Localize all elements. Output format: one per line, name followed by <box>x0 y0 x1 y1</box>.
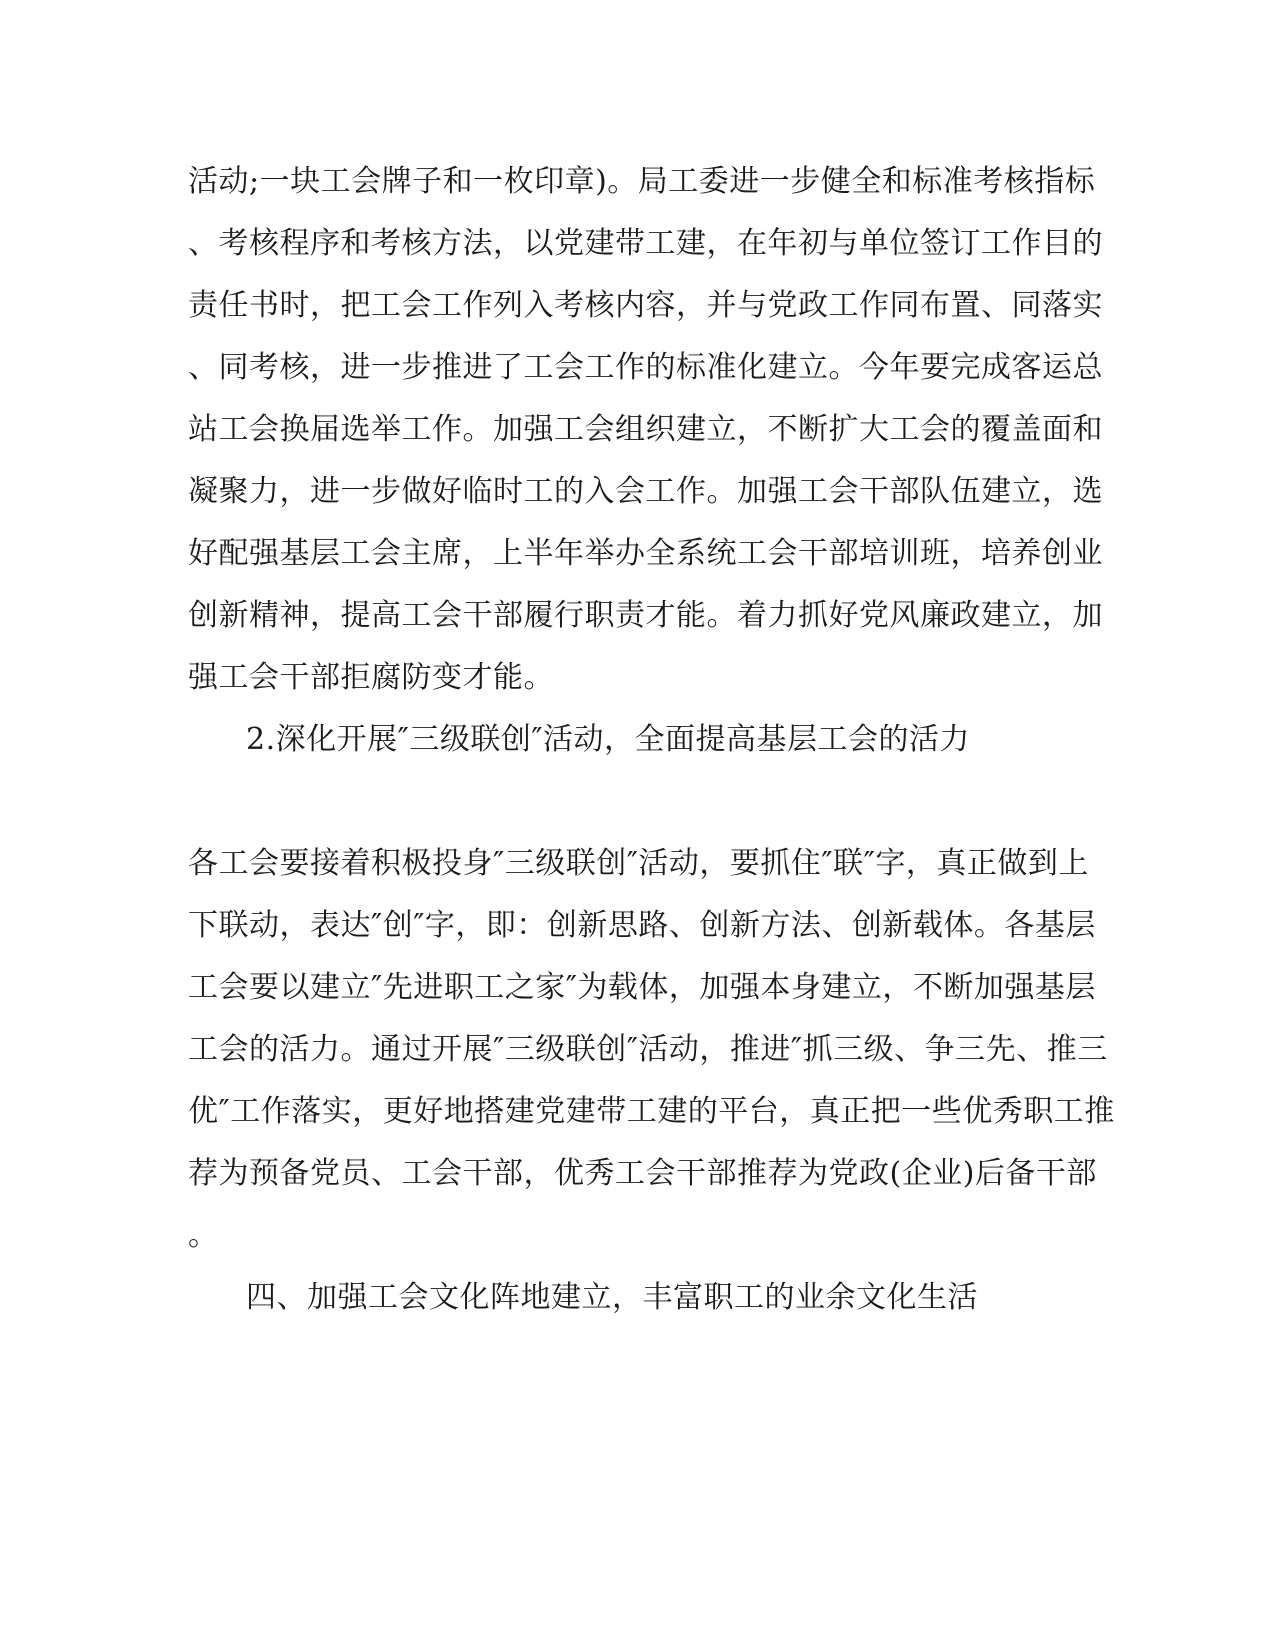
section-heading-2: 2.深化开展″三级联创″活动，全面提高基层工会的活力 <box>246 722 971 757</box>
section-heading-4: 四、加强工会文化阵地建立，丰富职工的业余文化生活 <box>246 1280 978 1315</box>
paragraph2-line-3: 工会要以建立″先进职工之家″为载体，加强本身建立，不断加强基层 <box>188 970 1096 1005</box>
paragraph1-line-8: 创新精神，提高工会干部履行职责才能。着力抓好党风廉政建立，加 <box>188 598 1103 633</box>
paragraph2-line-4: 工会的活力。通过开展″三级联创″活动，推进″抓三级、争三先、推三 <box>188 1032 1108 1067</box>
paragraph2-line-1: 各工会要接着积极投身″三级联创″活动，要抓住″联″字，真正做到上 <box>188 846 1089 881</box>
paragraph2-line-6: 荐为预备党员、工会干部，优秀工会干部推荐为党政(企业)后备干部 <box>188 1156 1097 1191</box>
paragraph1-line-2: 、考核程序和考核方法，以党建带工建，在年初与单位签订工作目的 <box>188 226 1103 261</box>
paragraph1-line-3: 责任书时，把工会工作列入考核内容，并与党政工作同布置、同落实 <box>188 288 1103 323</box>
paragraph1-line-7: 好配强基层工会主席，上半年举办全系统工会干部培训班，培养创业 <box>188 536 1103 571</box>
paragraph1-line-9: 强工会干部拒腐防变才能。 <box>188 660 554 695</box>
paragraph1-line-5: 站工会换届选举工作。加强工会组织建立，不断扩大工会的覆盖面和 <box>188 412 1103 447</box>
paragraph2-line-5: 优″工作落实，更好地搭建党建带工建的平台，真正把一些优秀职工推 <box>188 1094 1115 1129</box>
paragraph1-line-4: 、同考核，进一步推进了工会工作的标准化建立。今年要完成客运总 <box>188 350 1103 385</box>
paragraph2-line-2: 下联动，表达″创″字，即：创新思路、创新方法、创新载体。各基层 <box>188 908 1096 943</box>
paragraph2-line-7: 。 <box>188 1218 219 1253</box>
paragraph1-line-1: 活动;一块工会牌子和一枚印章)。局工委进一步健全和标准考核指标 <box>188 164 1096 199</box>
paragraph1-line-6: 凝聚力，进一步做好临时工的入会工作。加强工会干部队伍建立，选 <box>188 474 1103 509</box>
